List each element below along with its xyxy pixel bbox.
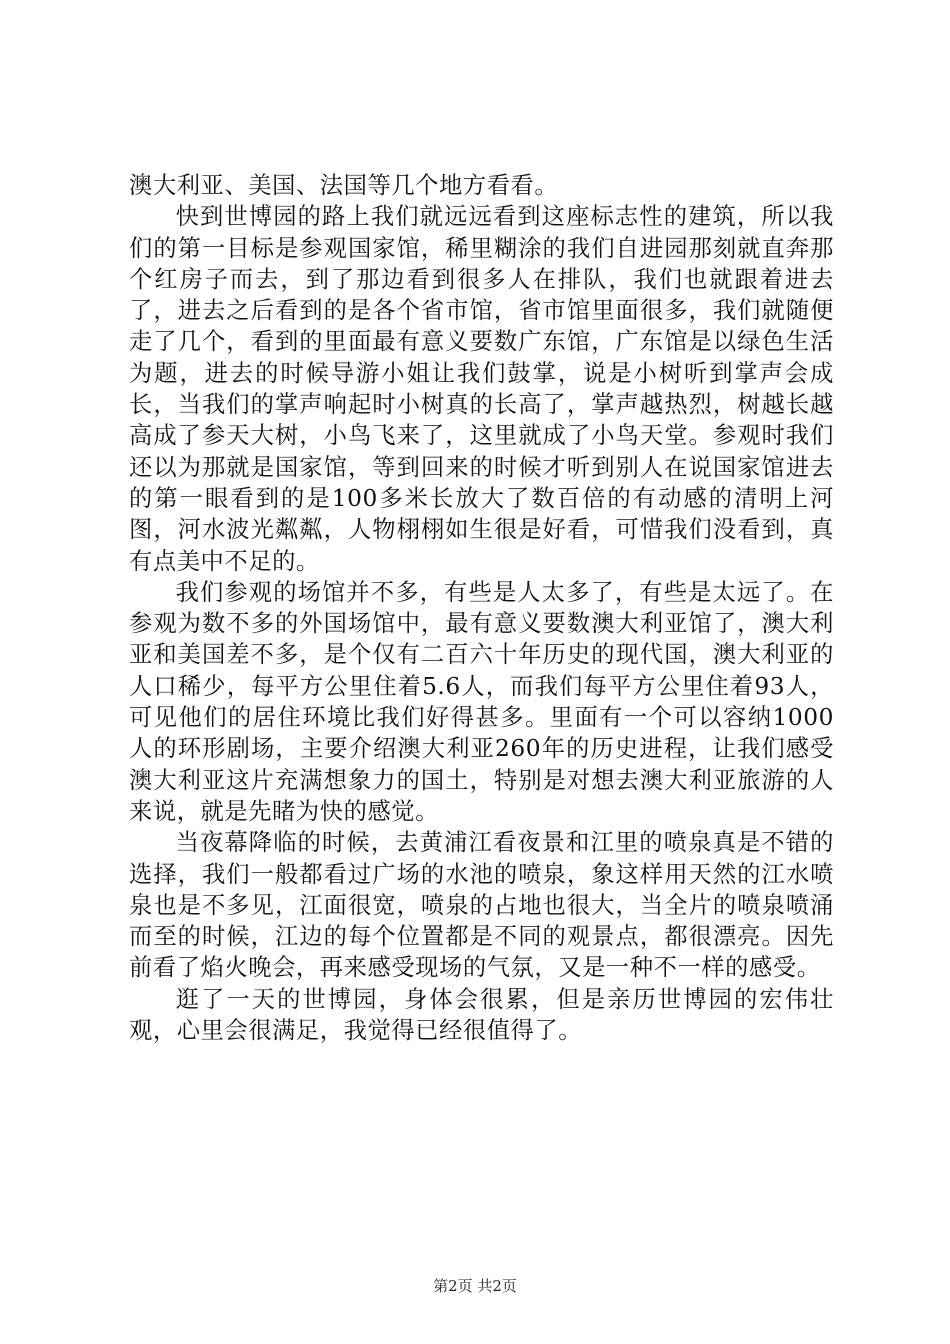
paragraph-national-pavilion: 快到世博园的路上我们就远远看到这座标志性的建筑，所以我们的第一目标是参观国家馆，稀里糊涂的我们自进园那刻就直奔那个红房子而去，到了那边看到很多人在排队，我们也就跟着进去了，进去之后看到的是各个省市馆，省市馆里面很多，我们就随便走了几个，看到的里面最有意义要数广东馆，广东馆是以绿色生活为题，进去的时候导游小姐让我们鼓掌，说是小树听到掌声会成长，当我们的掌声响起时小树真的长高了，掌声越热烈，树越长越高成了参天大树，小鸟飞来了，这里就成了小鸟天堂。参观时我们还以为那就是国家馆，等到回来的时候才听到别人在说国家馆进去的第一眼看到的是100多米长放大了数百倍的有动感的清明上河图，河水波光粼粼，人物栩栩如生很是好看，可惜我们没看到，真有点美中不足的。	[129, 203, 834, 575]
body-text	[129, 170, 834, 1046]
paragraph-continuation: 澳大利亚、美国、法国等几个地方看看。	[129, 172, 559, 199]
paragraph-australia-pavilion: 我们参观的场馆并不多，有些是人太多了，有些是太远了。在参观为数不多的外国场馆中，最有意义要数澳大利亚馆了，澳大利亚和美国差不多，是个仅有二百六十年历史的现代国，澳大利亚的人口稀少，每平方公里住着5.6人，而我们每平方公里住着93人，可见他们的居住环境比我们好得甚多。里面有一个可以容纳1000人的环形剧场，主要介绍澳大利亚260年的历史进程，让我们感受澳大利亚这片充满想象力的国土，特别是对想去澳大利亚旅游的人来说，就是先睹为快的感觉。	[129, 578, 834, 825]
paragraph-huangpu-fountain: 当夜幕降临的时候，去黄浦江看夜景和江里的喷泉真是不错的选择，我们一般都看过广场的水池的喷泉，象这样用天然的江水喷泉也是不多见，江面很宽，喷泉的占地也很大，当全片的喷泉喷涌而至的时候，江边的每个位置都是不同的观景点，都很漂亮。因先前看了焰火晚会，再来感受现场的气氛，又是一种不一样的感受。	[129, 829, 834, 982]
page-footer: 第2页 共2页	[433, 1277, 517, 1295]
paragraph-conclusion: 逛了一天的世博园，身体会很累，但是亲历世博园的宏伟壮观，心里会很满足，我觉得已经很值得了。	[129, 985, 834, 1045]
